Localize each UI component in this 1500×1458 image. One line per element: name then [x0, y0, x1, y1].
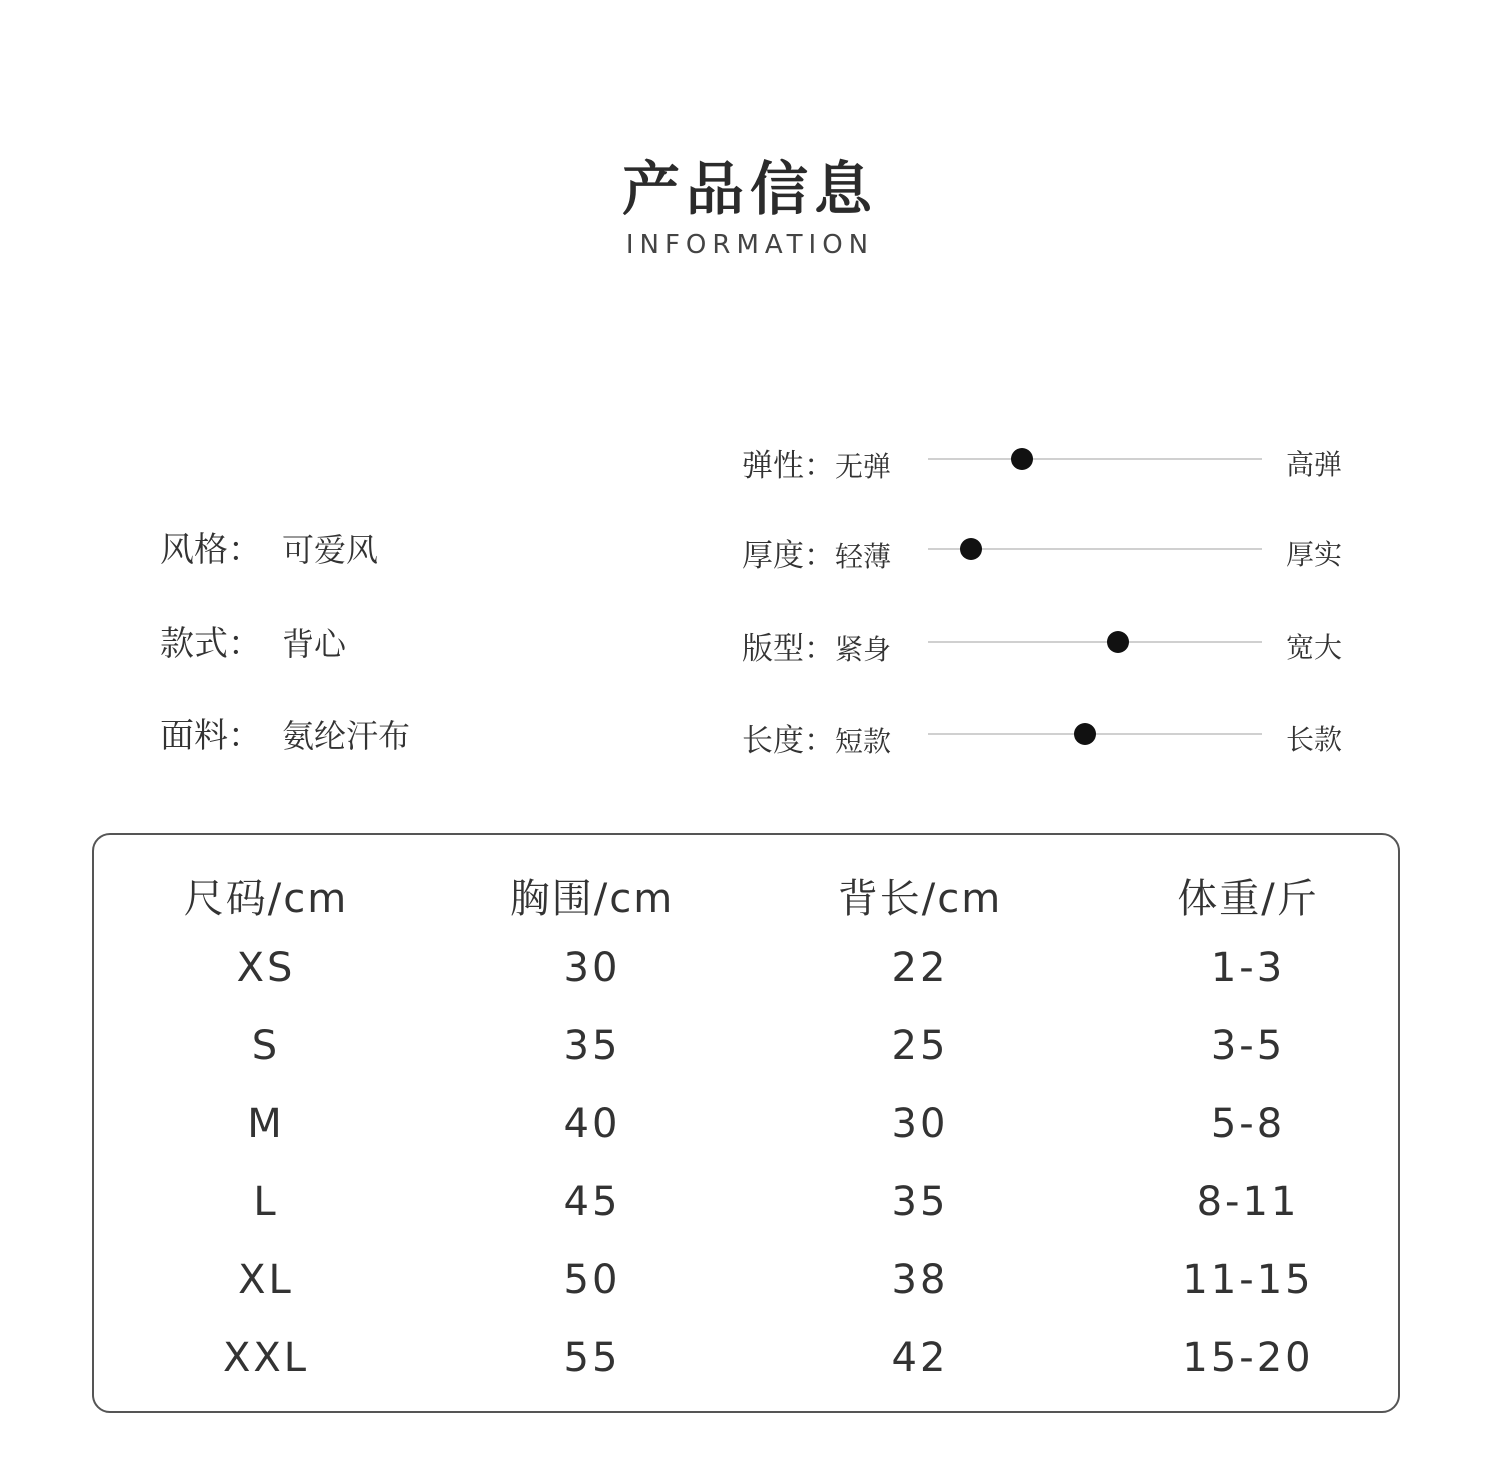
table-cell: L — [253, 1179, 279, 1225]
attribute-value: 背心 — [282, 625, 347, 663]
scale-max-label: 厚实 — [1286, 538, 1343, 571]
table-cell: 35 — [563, 1023, 621, 1069]
size-table — [92, 833, 1400, 1413]
table-cell: 1-3 — [1210, 945, 1286, 991]
scale-track — [928, 548, 1262, 550]
page-subtitle: INFORMATION — [625, 230, 875, 260]
scale-label: 版型：紧身 — [742, 631, 892, 667]
scale-marker — [1074, 723, 1096, 745]
table-cell: S — [251, 1023, 281, 1069]
table-cell: 42 — [891, 1335, 949, 1381]
scale-min-label: 无弹 — [835, 450, 892, 483]
scale-label: 弹性：无弹 — [742, 448, 892, 484]
scale-min-label: 紧身 — [835, 633, 892, 666]
scale-fit — [742, 617, 1352, 667]
scale-track — [928, 733, 1262, 735]
scale-max-label: 宽大 — [1286, 631, 1343, 664]
table-cell: 55 — [563, 1335, 621, 1381]
table-cell: 3-5 — [1210, 1023, 1286, 1069]
table-header-cell: 背长/cm — [837, 876, 1003, 922]
table-cell: 38 — [891, 1257, 949, 1303]
table-cell: 35 — [891, 1179, 949, 1225]
page-title: 产品信息 — [621, 155, 878, 223]
table-cell: M — [247, 1101, 285, 1147]
scale-label: 厚度：轻薄 — [742, 538, 892, 574]
attribute-type — [160, 616, 346, 665]
scale-marker — [1011, 448, 1033, 470]
table-header-cell: 胸围/cm — [509, 876, 675, 922]
attribute-label: 款式： — [160, 624, 262, 664]
table-cell: 8-11 — [1196, 1179, 1300, 1225]
table-cell: 45 — [563, 1179, 621, 1225]
scale-max-label: 长款 — [1286, 723, 1343, 756]
table-cell: 22 — [891, 945, 949, 991]
table-cell: 5-8 — [1210, 1101, 1286, 1147]
table-cell: XL — [238, 1257, 294, 1303]
table-header-cell: 尺码/cm — [183, 876, 349, 922]
scale-min-label: 短款 — [835, 725, 892, 758]
scale-elasticity — [742, 434, 1352, 484]
attribute-value: 氨纶汗布 — [282, 717, 411, 755]
table-cell: 40 — [563, 1101, 621, 1147]
scale-track — [928, 458, 1262, 460]
attribute-style — [160, 522, 378, 571]
attribute-label: 风格： — [160, 530, 262, 570]
attribute-value: 可爱风 — [282, 531, 379, 569]
scale-track — [928, 641, 1262, 643]
table-cell: 50 — [563, 1257, 621, 1303]
table-cell: 30 — [891, 1101, 949, 1147]
table-cell: 30 — [563, 945, 621, 991]
scale-length — [742, 709, 1352, 759]
scale-marker — [960, 538, 982, 560]
scale-label: 长度：短款 — [742, 723, 892, 759]
scale-max-label: 高弹 — [1286, 448, 1343, 481]
scale-min-label: 轻薄 — [835, 540, 892, 573]
table-cell: XXL — [222, 1335, 310, 1381]
table-header-cell: 体重/斤 — [1177, 876, 1319, 922]
scale-marker — [1107, 631, 1129, 653]
attribute-fabric — [160, 708, 410, 757]
attribute-label: 面料： — [160, 716, 262, 756]
table-cell: XS — [236, 945, 296, 991]
table-cell: 15-20 — [1182, 1335, 1314, 1381]
table-cell: 11-15 — [1182, 1257, 1314, 1303]
scale-thickness — [742, 524, 1352, 574]
table-cell: 25 — [891, 1023, 949, 1069]
